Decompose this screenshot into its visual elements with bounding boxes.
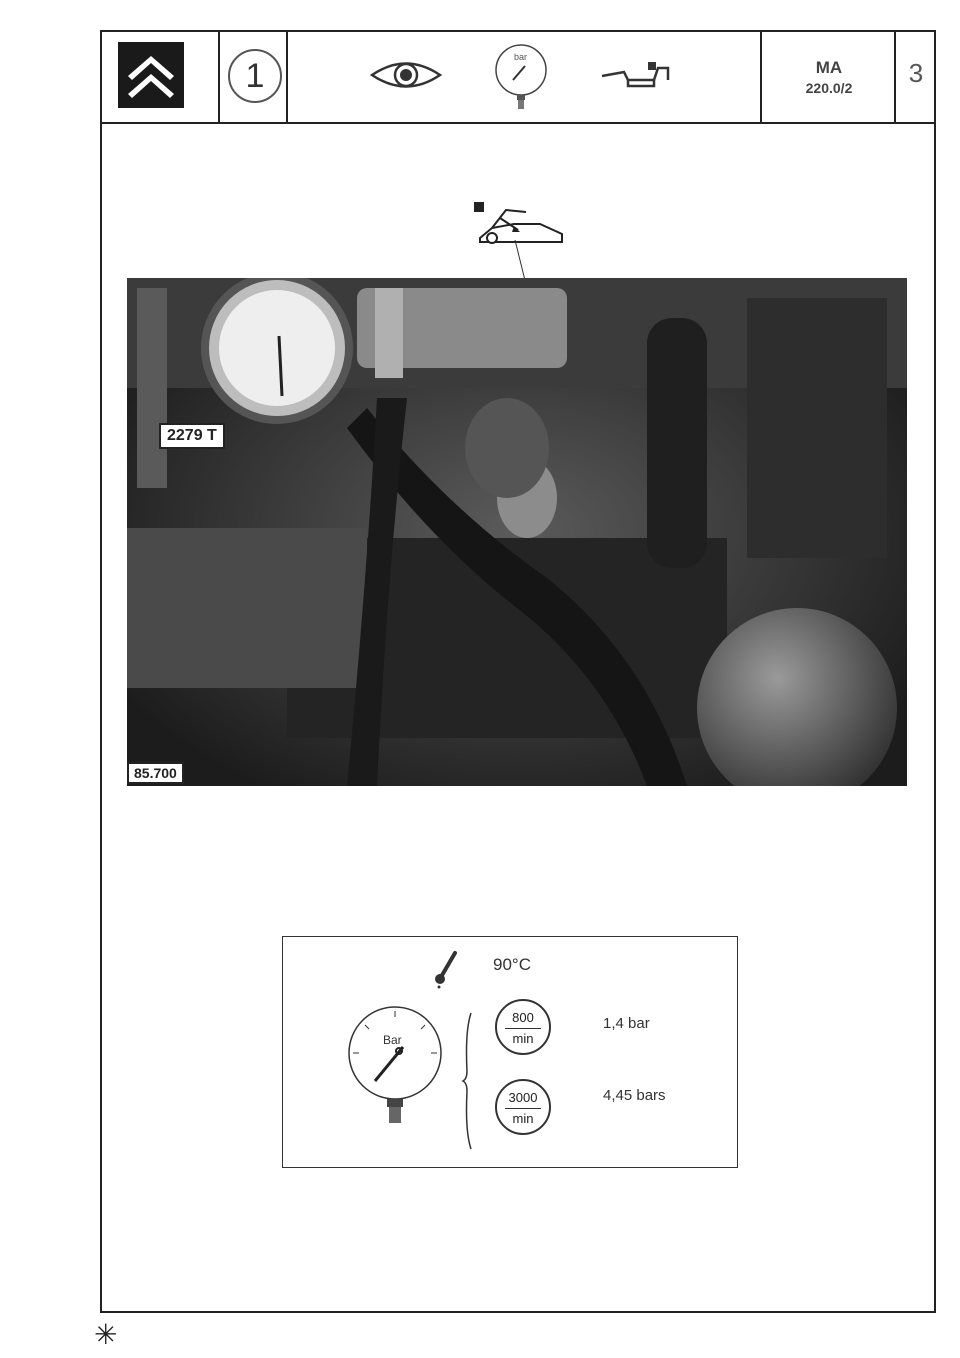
doc-code-line2: 220.0/2: [805, 80, 853, 96]
oil-temperature: 90°C: [493, 955, 531, 974]
rpm-dial-idle: [495, 999, 551, 1055]
tool-reference-label: 2279 T: [159, 423, 225, 449]
rpm-value: 800: [512, 1010, 534, 1025]
rpm-unit: min: [512, 1111, 534, 1126]
pressure-at-idle: 1,4 bar: [603, 1015, 650, 1032]
page-number: 3: [908, 58, 924, 88]
pressure-spec-box: [282, 936, 738, 1168]
rpm-value: 3000: [508, 1090, 538, 1105]
engine-photo: [127, 278, 907, 786]
rpm-unit: min: [512, 1031, 534, 1046]
gauge-bar-label: bar: [514, 52, 528, 62]
doc-code-line1: MA: [815, 58, 843, 77]
footer-asterisk: ✳: [94, 1319, 118, 1350]
pressure-gauge-icon: [347, 1003, 443, 1138]
photo-number: 85.700: [127, 762, 184, 784]
dial-divider: [505, 1028, 541, 1029]
pressure-at-3000: 4,45 bars: [603, 1087, 666, 1104]
dial-divider: [505, 1108, 541, 1109]
thermometer-icon: [433, 949, 459, 994]
rpm-dial-high: [495, 1079, 551, 1135]
gauge-bar-label: Bar: [383, 1033, 402, 1047]
brace-icon: [461, 1011, 475, 1156]
step-number: 1: [228, 49, 282, 103]
